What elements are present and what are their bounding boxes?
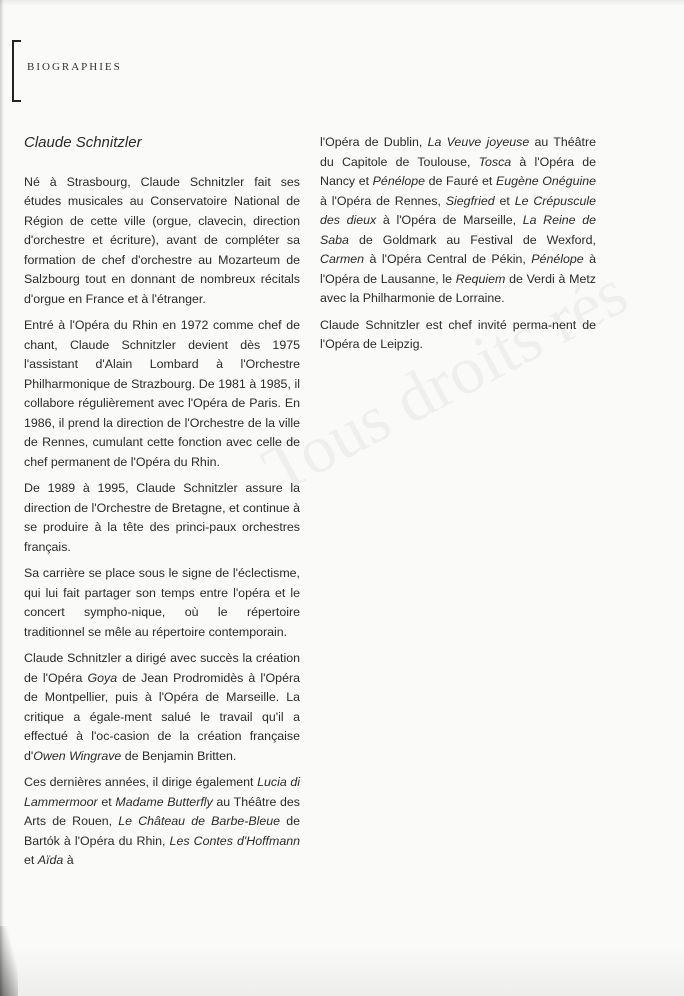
paragraph — [24, 316, 300, 472]
italic-title: Goya — [87, 670, 118, 685]
italic-title: Les Contes d'Hoffmann — [169, 833, 300, 848]
scan-edge-shadow-top — [0, 0, 684, 6]
biography-name: Claude Schnitzler — [24, 134, 142, 151]
text-run: à l'Opéra de Rennes, — [320, 193, 446, 208]
paragraph — [320, 316, 596, 355]
right-paragraphs — [320, 133, 596, 355]
text-run: au Théâtre des Arts de Rouen, — [24, 794, 300, 828]
paragraph — [320, 133, 596, 309]
section-bracket — [12, 40, 21, 102]
paragraph — [24, 773, 300, 871]
italic-title: Carmen — [320, 252, 365, 266]
text-run: à l'Opéra Central de Pékin, — [364, 252, 532, 266]
paragraph — [24, 479, 300, 557]
text-run: à l'Opéra de Lausanne, le — [320, 252, 596, 286]
scan-edge-shadow-bottom — [0, 946, 684, 996]
italic-title: Pénélope — [372, 174, 426, 188]
text-column-right — [320, 133, 596, 362]
scan-edge-shadow-left — [0, 0, 4, 996]
paragraph — [24, 173, 300, 310]
text-run: De 1989 à 1995, Claude Schnitzler assure la direction de l'Orchestre de Bretagne, et continue à se produire à la tête des princi-paux orchestres français. — [24, 481, 300, 554]
italic-title: Owen Wingrave — [33, 748, 122, 763]
text-run: à l'Opéra de Nancy et — [320, 154, 596, 188]
text-run: de Fauré et — [425, 174, 496, 188]
text-run: de Verdi à Metz avec la Philharmonie de Lorraine. — [320, 271, 596, 305]
text-run: Claude Schnitzler a dirigé avec succès la création de l'Opéra — [24, 651, 300, 685]
italic-title: Le Château de Barbe-Bleue — [118, 814, 281, 828]
text-run: l'Opéra de Dublin, — [320, 135, 428, 149]
text-run: de Jean Prodromidès à l'Opéra de Montpellier, puis à l'Opéra de Marseille. La critique a égale-ment salué le travail qu'il a effectué à l'oc-casion de la création française d' — [24, 670, 300, 763]
italic-title: Tosca — [478, 154, 512, 169]
italic-title: Aïda — [37, 853, 64, 867]
text-run: Né à Strasbourg, Claude Schnitzler fait ses études musicales au Conservatoire National de Région de cette ville (orgue, clavecin, direction d'orchestre et écriture), avant de compléter sa formation de chef d'orchestre au Mozarteum de Salzbourg tout en donnant de nombreux récitals d'orgue en France et à l'étranger. — [24, 174, 300, 306]
paragraph — [24, 649, 300, 766]
text-column-left — [24, 133, 300, 878]
section-label: BIOGRAPHIES — [27, 61, 122, 73]
italic-title: Lucia di Lammermoor — [24, 775, 300, 809]
italic-title: Le Crépuscule des dieux — [320, 193, 597, 227]
text-run: au Théâtre du Capitole de Toulouse, — [320, 135, 596, 169]
text-run: à l'Opéra de Marseille, — [376, 213, 523, 227]
italic-title: La Veuve joyeuse — [427, 135, 530, 149]
text-run: de Goldmark au Festival de Wexford, — [348, 232, 596, 247]
text-run: et — [494, 193, 515, 208]
italic-title: Eugène Onéguine — [495, 174, 596, 188]
text-run: et — [97, 794, 116, 809]
text-run: à — [63, 853, 74, 867]
left-paragraphs — [24, 173, 300, 871]
scan-corner-shadow — [0, 926, 18, 996]
italic-title: Pénélope — [531, 252, 584, 266]
text-run: Entré à l'Opéra du Rhin en 1972 comme chef de chant, Claude Schnitzler devient dès 1975 l'assistant d'Alain Lombard à l'Orchestre Philharmonique de Strazbourg. De 1981 à 1985, il collabore régulièrement avec l'Opéra de Paris. En 1986, il prend la direction de l'Orchestre de la ville de Rennes, cumulant cette fonction avec celle de chef permanent de l'Opéra du Rhin. — [24, 318, 300, 469]
italic-title: Madame Butterfly — [115, 794, 213, 809]
text-run: de Bartók à l'Opéra du Rhin, — [24, 814, 301, 848]
text-run: de Benjamin Britten. — [121, 748, 237, 763]
text-run: et — [24, 853, 38, 867]
text-run: Claude Schnitzler est chef invité perma-nent de l'Opéra de Leipzig. — [320, 317, 596, 351]
italic-title: Requiem — [455, 271, 506, 286]
paragraph — [24, 564, 300, 642]
text-run: Sa carrière se place sous le signe de l'éclectisme, qui lui fait partager son temps entre l'opéra et le concert sympho-nique, où le répertoire traditionnel se mêle au répertoire contemporain. — [24, 566, 300, 639]
text-run: Ces dernières années, il dirige également — [24, 775, 258, 789]
italic-title: La Reine de Saba — [320, 213, 596, 247]
italic-title: Siegfried — [445, 193, 495, 208]
